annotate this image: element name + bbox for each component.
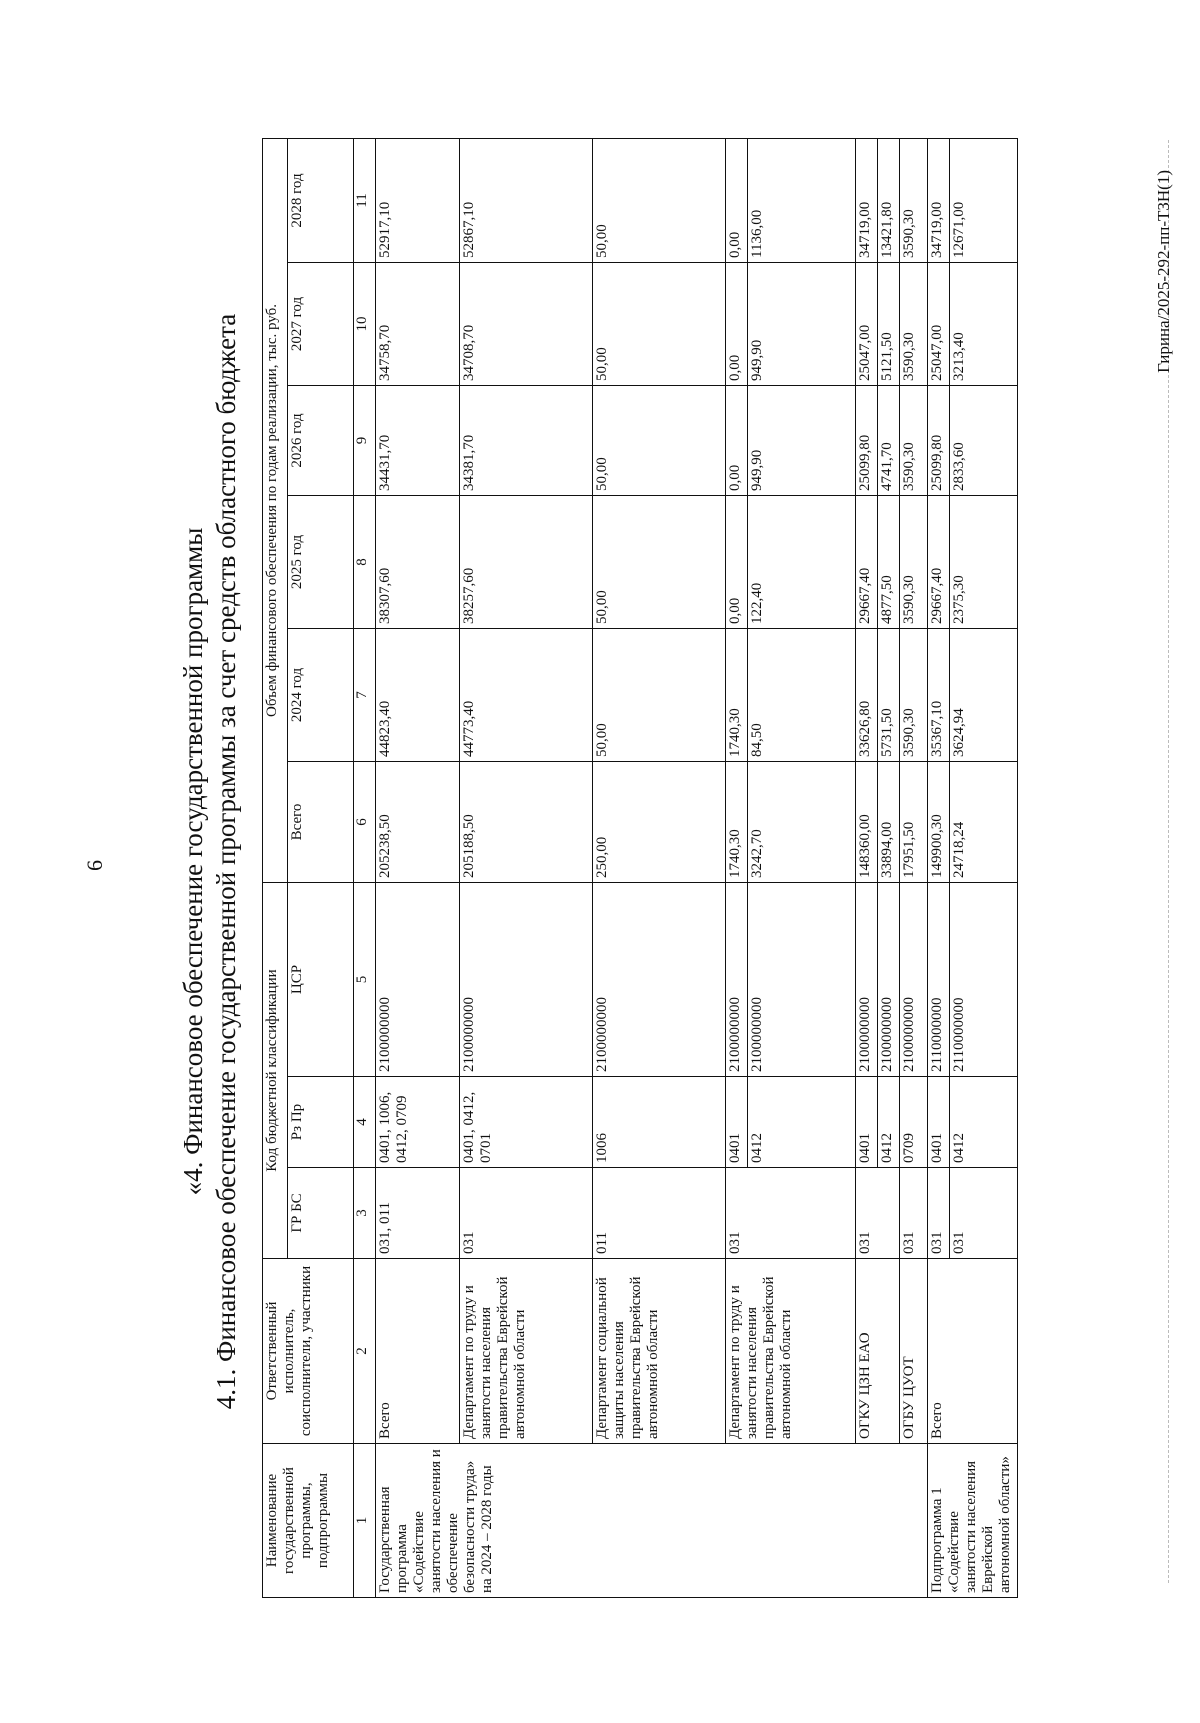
y2028-cell: 34719,00: [856, 139, 878, 263]
y2027-cell: 50,00: [593, 263, 726, 386]
column-number: 7: [354, 629, 376, 762]
y2028-cell: 52917,10: [376, 139, 460, 263]
y2025-cell: 29667,40: [928, 496, 950, 629]
y2027-cell: 949,90: [748, 263, 856, 386]
total-cell: 1740,30: [726, 762, 748, 883]
column-number: 8: [354, 496, 376, 629]
y2027-cell: 3590,30: [900, 263, 928, 386]
grbs-cell: 031: [856, 1168, 900, 1259]
y2027-cell: 25047,00: [856, 263, 878, 386]
column-number: 2: [354, 1259, 376, 1444]
y2024-cell: 84,50: [748, 629, 856, 762]
y2024-cell: 44823,40: [376, 629, 460, 762]
rzpr-cell: 1006: [593, 1077, 726, 1168]
y2024-cell: 3624,94: [950, 629, 1018, 762]
header-rzpr: Рз Пр: [288, 1077, 354, 1168]
executor-cell: Всего: [376, 1259, 460, 1444]
csr-cell: 2100000000: [856, 883, 878, 1077]
total-cell: 250,00: [593, 762, 726, 883]
y2027-cell: 34758,70: [376, 263, 460, 386]
header-2028: 2028 год: [288, 139, 354, 263]
y2028-cell: 0,00: [726, 139, 748, 263]
grbs-cell: 031: [950, 1168, 1018, 1259]
header-code-group: Код бюджетной классификации: [263, 883, 288, 1259]
y2027-cell: 25047,00: [928, 263, 950, 386]
grbs-cell: 011: [593, 1168, 726, 1259]
y2026-cell: 4741,70: [878, 386, 900, 496]
y2025-cell: 3590,30: [900, 496, 928, 629]
table-row: [593, 139, 726, 1598]
y2025-cell: 122,40: [748, 496, 856, 629]
column-number: 4: [354, 1077, 376, 1168]
table-row: [726, 139, 748, 1598]
rzpr-cell: 0401, 1006, 0412, 0709: [376, 1077, 460, 1168]
total-cell: 149900,30: [928, 762, 950, 883]
executor-cell: Департамент социальной защиты населения правительства Еврейской автономной области: [593, 1259, 726, 1444]
rzpr-cell: 0401, 0412, 0701: [460, 1077, 593, 1168]
y2024-cell: 5731,50: [878, 629, 900, 762]
column-number: 3: [354, 1168, 376, 1259]
column-number-row: [354, 139, 376, 1598]
table-row: [928, 139, 950, 1598]
executor-cell: ОГКУ ЦЗН ЕАО: [856, 1259, 900, 1444]
csr-cell: 2100000000: [900, 883, 928, 1077]
grbs-cell: 031: [900, 1168, 928, 1259]
y2024-cell: 3590,30: [900, 629, 928, 762]
header-program-name: Наименование государственной программы, подпрограммы: [263, 1444, 354, 1598]
executor-cell: Всего: [928, 1259, 1018, 1444]
rzpr-cell: 0401: [928, 1077, 950, 1168]
y2027-cell: 0,00: [726, 263, 748, 386]
rzpr-cell: 0401: [726, 1077, 748, 1168]
total-cell: 148360,00: [856, 762, 878, 883]
grbs-cell: 031: [460, 1168, 593, 1259]
total-cell: 205238,50: [376, 762, 460, 883]
executor-cell: Департамент по труду и занятости населения правительства Еврейской автономной области: [726, 1259, 856, 1444]
y2024-cell: 50,00: [593, 629, 726, 762]
y2028-cell: 52867,10: [460, 139, 593, 263]
column-number: 5: [354, 883, 376, 1077]
y2025-cell: 4877,50: [878, 496, 900, 629]
y2025-cell: 29667,40: [856, 496, 878, 629]
total-cell: 205188,50: [460, 762, 593, 883]
y2025-cell: 38257,60: [460, 496, 593, 629]
header-2027: 2027 год: [288, 263, 354, 386]
y2028-cell: 12671,00: [950, 139, 1018, 263]
y2026-cell: 25099,80: [928, 386, 950, 496]
header-2024: 2024 год: [288, 629, 354, 762]
rzpr-cell: 0412: [950, 1077, 1018, 1168]
csr-cell: 2100000000: [726, 883, 748, 1077]
subsection-heading: 4.1. Финансовое обеспечение государственной программы за счет средств областного бюджета: [211, 313, 241, 1410]
finance-table: [262, 138, 1018, 1598]
y2025-cell: 50,00: [593, 496, 726, 629]
grbs-cell: 031: [726, 1168, 856, 1259]
csr-cell: 2100000000: [460, 883, 593, 1077]
y2025-cell: 2375,30: [950, 496, 1018, 629]
executor-cell: Департамент по труду и занятости населения правительства Еврейской автономной области: [460, 1259, 593, 1444]
total-cell: 17951,50: [900, 762, 928, 883]
y2027-cell: 5121,50: [878, 263, 900, 386]
y2024-cell: 35367,10: [928, 629, 950, 762]
table-row: [856, 139, 878, 1598]
executor-cell: ОГБУ ЦУОТ: [900, 1259, 928, 1444]
y2024-cell: 33626,80: [856, 629, 878, 762]
header-grbs: ГР БС: [288, 1168, 354, 1259]
column-number: 9: [354, 386, 376, 496]
table-row: [900, 139, 928, 1598]
grbs-cell: 031: [928, 1168, 950, 1259]
subprogram-name-cell: Подпрограмма 1 «Содействие занятости населения Еврейской автономной области»: [928, 1444, 1018, 1598]
document-footer: Гирина/2025-292-пп-ТЗН(1): [1154, 170, 1173, 373]
rzpr-cell: 0709: [900, 1077, 928, 1168]
csr-cell: 2100000000: [593, 883, 726, 1077]
csr-cell: 2100000000: [878, 883, 900, 1077]
y2026-cell: 34381,70: [460, 386, 593, 496]
y2026-cell: 50,00: [593, 386, 726, 496]
y2026-cell: 2833,60: [950, 386, 1018, 496]
y2026-cell: 25099,80: [856, 386, 878, 496]
page-number: 6: [82, 860, 107, 871]
y2024-cell: 44773,40: [460, 629, 593, 762]
program-name-cell: Государственная программа «Содействие занятости населения и обеспечение безопасности труда» на 2024 – 2028 годы: [376, 1444, 928, 1598]
column-number: 10: [354, 263, 376, 386]
header-executor: Ответственный исполнитель, соисполнители, участники: [263, 1259, 354, 1444]
y2024-cell: 1740,30: [726, 629, 748, 762]
table-row: [460, 139, 593, 1598]
column-number: 6: [354, 762, 376, 883]
y2028-cell: 13421,80: [878, 139, 900, 263]
grbs-cell: 031, 011: [376, 1168, 460, 1259]
y2028-cell: 50,00: [593, 139, 726, 263]
y2027-cell: 3213,40: [950, 263, 1018, 386]
y2028-cell: 34719,00: [928, 139, 950, 263]
column-number: 11: [354, 139, 376, 263]
csr-cell: 2110000000: [950, 883, 1018, 1077]
y2026-cell: 3590,30: [900, 386, 928, 496]
header-2025: 2025 год: [288, 496, 354, 629]
y2025-cell: 0,00: [726, 496, 748, 629]
csr-cell: 2100000000: [748, 883, 856, 1077]
y2028-cell: 1136,00: [748, 139, 856, 263]
total-cell: 3242,70: [748, 762, 856, 883]
header-volume-group: Объем финансового обеспечения по годам реализации, тыс. руб.: [263, 139, 288, 883]
y2026-cell: 34431,70: [376, 386, 460, 496]
y2025-cell: 38307,60: [376, 496, 460, 629]
rzpr-cell: 0412: [748, 1077, 856, 1168]
header-csr: ЦСР: [288, 883, 354, 1077]
total-cell: 33894,00: [878, 762, 900, 883]
rzpr-cell: 0401: [856, 1077, 878, 1168]
csr-cell: 2100000000: [376, 883, 460, 1077]
y2026-cell: 949,90: [748, 386, 856, 496]
y2026-cell: 0,00: [726, 386, 748, 496]
csr-cell: 2110000000: [928, 883, 950, 1077]
section-heading: «4. Финансовое обеспечение государственной программы: [178, 527, 208, 1196]
header-total: Всего: [288, 762, 354, 883]
rzpr-cell: 0412: [878, 1077, 900, 1168]
table-row: [376, 139, 460, 1598]
y2027-cell: 34708,70: [460, 263, 593, 386]
header-2026: 2026 год: [288, 386, 354, 496]
y2028-cell: 3590,30: [900, 139, 928, 263]
total-cell: 24718,24: [950, 762, 1018, 883]
column-number: 1: [354, 1444, 376, 1598]
